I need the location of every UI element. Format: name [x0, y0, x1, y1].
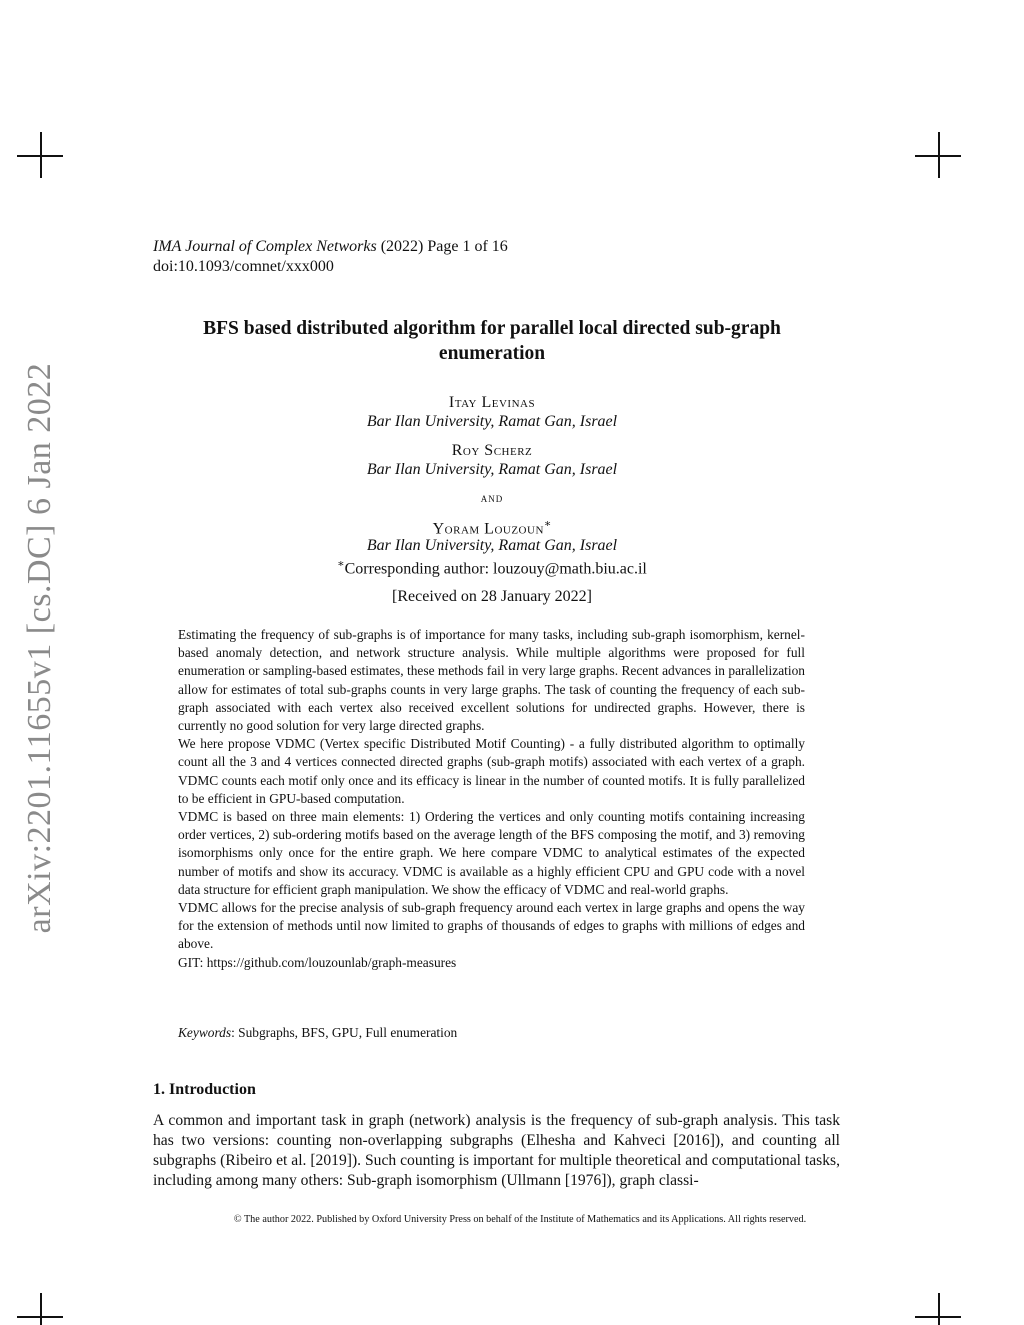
abstract-paragraph-1: Estimating the frequency of sub-graphs is of importance for many tasks, including sub-graph isomorphism, kernel-based anomaly detection, and network structure analysis. While multiple algorithms were proposed for full enumeration or sampling-based estimates, these methods fail in very large graphs. Recent advances in parallelization allow for estimates of total sub-graphs counts in very large graphs. The task of counting the frequency of each sub-graph associated with each vertex also received excellent solutions for undirected graphs. However, there is currently no good solution for very large directed graphs. [178, 627, 805, 734]
keywords-label: Keywords [178, 1025, 232, 1040]
introduction-paragraph: A common and important task in graph (network) analysis is the frequency of sub-graph analysis. This task has two versions: counting non-overlapping subgraphs (Elhesha and Kahveci [2016]), and counting all subgraphs (Ribeiro et al. [2019]). Such counting is important for multiple theoretical and computational tasks, including among many others: Sub-graph isomorphism (Ullmann [1976]), graph classi- [153, 1112, 840, 1189]
abstract-paragraph-3: VDMC is based on three main elements: 1) Ordering the vertices and only counting motifs containing increasing order vertices, 2) sub-ordering motifs based on the average length of the BFS composing the motif, and 3) removing isomorphisms only once for the entire graph. We here compare VDMC to analytical estimates of the expected number of motifs and show its accuracy. VDMC is available as a highly efficient CPU and GPU code with a novel data structure for efficient graph manipulation. We show the efficacy of VDMC and real-world graphs. [178, 809, 805, 897]
author-name-3: Yoram Louzoun [432, 520, 544, 538]
received-date: [Received on 28 January 2022] [392, 588, 592, 605]
doi-line: doi:10.1093/comnet/xxx000 [153, 258, 334, 275]
journal-header [153, 238, 508, 256]
crop-mark-top-right-v [938, 132, 940, 178]
author-affiliation-2: Bar Ilan University, Ramat Gan, Israel [366, 461, 618, 478]
crop-mark-bottom-left-v [40, 1293, 42, 1325]
crop-mark-top-left-v [40, 132, 42, 178]
author-affiliation-1: Bar Ilan University, Ramat Gan, Israel [366, 413, 618, 430]
author-affiliation-3: Bar Ilan University, Ramat Gan, Israel [366, 537, 618, 554]
author-name-2: Roy Scherz [451, 442, 533, 459]
author-name-1: Itay Levinas [448, 394, 536, 411]
corresponding-mark: ∗ [337, 558, 345, 570]
arxiv-identifier-stamp: arXiv:2201.11655v1 [cs.DC] 6 Jan 2022 [21, 362, 58, 934]
section-heading-introduction: 1. Introduction [153, 1081, 256, 1098]
keywords-text: : Subgraphs, BFS, GPU, Full enumeration [231, 1025, 458, 1040]
copyright-footer: © The author 2022. Published by Oxford University Press on behalf of the Institute of Mathematics and its Applications. All rights reserved. [233, 1214, 807, 1225]
keywords-line [178, 1025, 457, 1041]
corresponding-author-line [250, 557, 734, 578]
abstract-git-link: GIT: https://github.com/louzounlab/graph-measures [178, 954, 457, 970]
author-3-mark: ∗ [543, 518, 552, 530]
crop-mark-bottom-right-v [938, 1293, 940, 1325]
abstract [178, 626, 805, 972]
abstract-paragraph-2: We here propose VDMC (Vertex specific Distributed Motif Counting) - a fully distributed algorithm to optimally count all the 3 and 4 vertices connected directed graphs (sub-graph motifs) associated with each vertex of a graph. VDMC counts each motif only once and its efficacy is linear in the number of counted motifs. It is fully parallelized to be efficient in GPU-based computation. [178, 736, 805, 806]
abstract-paragraph-4: VDMC allows for the precise analysis of sub-graph frequency around each vertex in large graphs and opens the way for the extension of methods until now limited to graphs of thousands of edges to graphs with millions of edges and above. [178, 900, 805, 952]
corresponding-author: Corresponding author: louzouy@math.biu.ac.il [344, 560, 647, 578]
paper-title: BFS based distributed algorithm for parallel local directed sub-graph enumeration [203, 318, 781, 364]
journal-year-page: (2022) Page 1 of 16 [376, 238, 508, 255]
author-3-line [250, 517, 734, 538]
journal-name: IMA Journal of Complex Networks [153, 238, 377, 255]
and-separator: and [480, 490, 504, 505]
